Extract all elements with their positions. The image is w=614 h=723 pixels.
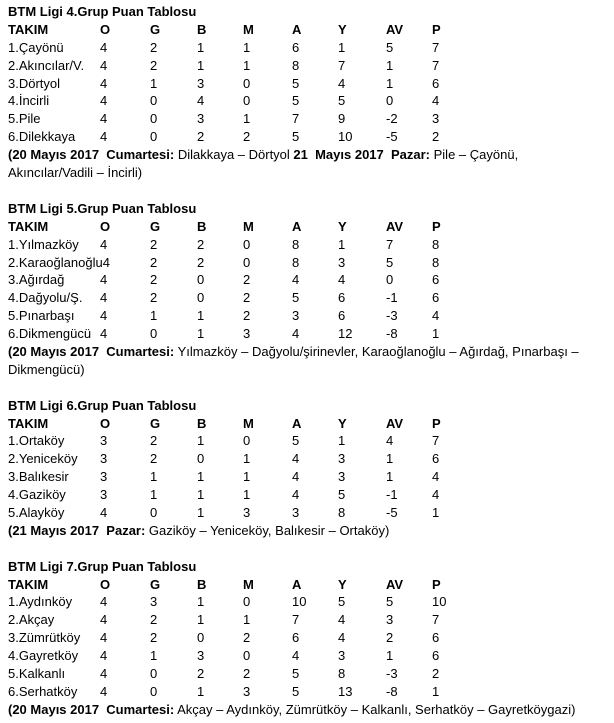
stat-av-value: -5: [386, 129, 398, 145]
column-header-av: AV: [386, 415, 404, 431]
stat-a-value: 6: [292, 39, 300, 55]
stat-m-value: 1: [243, 487, 251, 503]
table-row: [0, 665, 614, 683]
table-row: [0, 307, 614, 325]
stat-o-value: 4: [100, 75, 108, 91]
team-name: 1.Aydınköy: [8, 594, 73, 610]
group-5-section: [0, 200, 614, 379]
table-row: [0, 468, 614, 486]
fixture-date-label: (20 Mayıs 2017 Cumartesi:: [8, 343, 175, 359]
table-header-row: [0, 576, 614, 594]
stat-b-value: 1: [197, 683, 205, 699]
stat-m-value: 3: [243, 683, 251, 699]
table-row: [0, 647, 614, 665]
stat-y-value: 1: [338, 39, 346, 55]
fixtures-footer: [0, 146, 606, 182]
table-row: [0, 504, 614, 522]
stat-p-value: 1: [432, 683, 440, 699]
stat-av-value: -3: [386, 308, 398, 324]
stat-b-value: 0: [197, 272, 205, 288]
stat-a-value: 5: [292, 666, 300, 682]
stat-y-value: 6: [338, 308, 346, 324]
stat-g-value: 0: [150, 111, 158, 127]
stat-p-value: 1: [432, 326, 440, 342]
stat-p-value: 7: [432, 433, 440, 449]
stat-g-value: 1: [150, 469, 158, 485]
stat-m-value: 2: [243, 290, 251, 306]
column-header-takim: TAKIM: [8, 415, 49, 431]
stat-b-value: 1: [197, 433, 205, 449]
table-row: [0, 611, 614, 629]
stat-b-value: 1: [197, 308, 205, 324]
stat-g-value: 2: [150, 451, 158, 467]
stat-p-value: 8: [432, 236, 440, 252]
stat-b-value: 2: [197, 129, 205, 145]
stat-g-value: 1: [150, 308, 158, 324]
table-row: [0, 110, 614, 128]
column-header-a: A: [292, 415, 302, 431]
stat-g-value: 1: [150, 487, 158, 503]
stat-p-value: 6: [432, 648, 440, 664]
stat-a-value: 7: [292, 612, 300, 628]
stat-p-value: 4: [432, 308, 440, 324]
column-header-p: P: [432, 576, 441, 592]
stat-av-value: 1: [386, 451, 394, 467]
stat-o-value: 4: [100, 683, 108, 699]
stat-av-value: -5: [386, 505, 398, 520]
team-name: 5.Pile: [8, 111, 41, 127]
stat-av-value: -8: [386, 326, 398, 342]
stat-o-value: 4: [100, 648, 108, 664]
column-header-takim: TAKIM: [8, 218, 49, 234]
table-row: [0, 325, 614, 343]
stat-o-value: 4: [100, 290, 108, 306]
column-header-g: G: [150, 576, 161, 592]
stat-y-value: 3: [338, 648, 346, 664]
column-header-takim: TAKIM: [8, 21, 49, 37]
stat-o-value: 4: [100, 236, 108, 252]
stat-b-value: 1: [197, 594, 205, 610]
team-name: 2.Yeniceköy: [8, 451, 78, 467]
stat-p-value: 4: [432, 93, 440, 109]
stat-b-value: 4: [197, 93, 205, 109]
stat-m-value: 3: [243, 505, 251, 520]
stat-g-value: 0: [150, 683, 158, 699]
stat-o-value: 3: [100, 469, 108, 485]
table-row: [0, 92, 614, 110]
stat-o-value: 4: [100, 326, 108, 342]
column-header-o: O: [100, 576, 111, 592]
fixture-matches-text: Yılmazköy – Dağyolu/şirinevler, Karaoğlanoğlu – Ağırdağ, Pınarbaşı – Dikmengücü): [8, 343, 583, 377]
stat-g-value: 0: [150, 326, 158, 342]
stat-o-value: 4: [100, 93, 108, 109]
team-name: 1.Ortaköy: [8, 433, 65, 449]
section-spacer: [0, 182, 614, 200]
stat-p-value: 2: [432, 129, 440, 145]
stat-av-value: 0: [386, 272, 394, 288]
column-header-m: M: [243, 218, 254, 234]
stat-p-value: 6: [432, 630, 440, 646]
stat-m-value: 2: [243, 272, 251, 288]
stat-p-value: 6: [432, 75, 440, 91]
stat-b-value: 3: [197, 648, 205, 664]
team-name: 2.Akçay: [8, 612, 55, 628]
fixture-matches-text: Dilakkaya – Dörtyol: [174, 147, 294, 163]
team-name: 6.Dikmengücü: [8, 326, 92, 342]
stat-m-value: 1: [243, 57, 251, 73]
column-header-y: Y: [338, 218, 347, 234]
stat-o-value: 4: [100, 111, 108, 127]
fixture-date-label: 21 Mayıs 2017 Pazar:: [293, 147, 431, 163]
stat-g-value: 2: [150, 236, 158, 252]
stat-o-value: 4: [100, 594, 108, 610]
stat-m-value: 1: [243, 612, 251, 628]
column-header-p: P: [432, 415, 441, 431]
stat-y-value: 10: [338, 129, 353, 145]
stat-g-value: 0: [150, 129, 158, 145]
stat-av-value: 1: [386, 648, 394, 664]
stat-p-value: 6: [432, 290, 440, 306]
stat-o-value: 4: [100, 505, 108, 520]
stat-a-value: 4: [292, 487, 300, 503]
stat-b-value: 1: [197, 39, 205, 55]
fixture-date-label: (20 Mayıs 2017 Cumartesi:: [8, 147, 175, 163]
fixture-date-label: (20 Mayıs 2017 Cumartesi:: [8, 701, 175, 717]
stat-av-value: 5: [386, 594, 394, 610]
stat-m-value: 0: [243, 236, 251, 252]
stat-o-value: 4: [100, 308, 108, 324]
stat-m-value: 1: [243, 469, 251, 485]
column-header-b: B: [197, 218, 207, 234]
stat-a-value: 6: [292, 630, 300, 646]
team-name: 5.Pınarbaşı: [8, 308, 75, 324]
stat-g-value: 0: [150, 93, 158, 109]
fixture-matches-text: Pile – Çayönü, Akıncılar/Vadili – İncirli): [8, 147, 522, 181]
column-header-g: G: [150, 21, 161, 37]
team-name: 2.Karaoğlanoğlu: [8, 254, 103, 270]
stat-p-value: 10: [432, 594, 447, 610]
stat-a-value: 3: [292, 505, 300, 520]
table-row: [0, 629, 614, 647]
stat-y-value: 8: [338, 505, 346, 520]
stat-a-value: 5: [292, 75, 300, 91]
team-name: 6.Dilekkaya: [8, 129, 76, 145]
section-spacer: [0, 540, 614, 558]
column-header-g: G: [150, 415, 161, 431]
column-header-m: M: [243, 21, 254, 37]
team-name: 2.Akıncılar/V.: [8, 57, 85, 73]
stat-p-value: 3: [432, 111, 440, 127]
stat-av-value: 1: [386, 469, 394, 485]
stat-a-value: 7: [292, 111, 300, 127]
stat-p-value: 2: [432, 666, 440, 682]
column-header-y: Y: [338, 21, 347, 37]
stat-m-value: 2: [243, 129, 251, 145]
stat-y-value: 4: [338, 630, 346, 646]
column-header-p: P: [432, 21, 441, 37]
stat-a-value: 4: [292, 326, 300, 342]
stat-y-value: 5: [338, 594, 346, 610]
stat-p-value: 1: [432, 505, 440, 520]
team-name: 3.Dörtyol: [8, 75, 61, 91]
stat-av-value: -1: [386, 487, 398, 503]
column-header-y: Y: [338, 415, 347, 431]
stat-b-value: 1: [197, 612, 205, 628]
stat-b-value: 1: [197, 505, 205, 520]
table-row: [0, 128, 614, 146]
stat-b-value: 2: [197, 236, 205, 252]
team-name: 3.Ağırdağ: [8, 272, 65, 288]
stat-g-value: 1: [150, 75, 158, 91]
stat-y-value: 4: [338, 272, 346, 288]
table-row: [0, 57, 614, 75]
group-6-section: [0, 397, 614, 540]
section-spacer: [0, 379, 614, 397]
stat-o-value: 3: [100, 451, 108, 467]
table-title: BTM Ligi 7.Grup Puan Tablosu: [8, 558, 197, 574]
column-header-p: P: [432, 218, 441, 234]
table-row: [0, 39, 614, 57]
stat-o-value: 4: [100, 57, 108, 73]
stat-o-value: 3: [100, 487, 108, 503]
stat-o-value: 4: [102, 254, 110, 270]
stat-y-value: 5: [338, 93, 346, 109]
team-name: 4.Gayretköy: [8, 648, 79, 664]
stat-g-value: 2: [150, 630, 158, 646]
stat-av-value: -8: [386, 683, 398, 699]
stat-g-value: 2: [150, 612, 158, 628]
stat-av-value: 5: [386, 39, 394, 55]
stat-o-value: 4: [100, 39, 108, 55]
stat-o-value: 4: [100, 630, 108, 646]
column-header-a: A: [292, 218, 302, 234]
stat-y-value: 3: [338, 469, 346, 485]
stat-g-value: 2: [150, 433, 158, 449]
stat-g-value: 2: [150, 39, 158, 55]
stat-y-value: 4: [338, 612, 346, 628]
stat-m-value: 2: [243, 630, 251, 646]
table-row: [0, 236, 614, 254]
team-name: 3.Zümrütköy: [8, 630, 81, 646]
stat-b-value: 1: [197, 326, 205, 342]
stat-p-value: 4: [432, 487, 440, 503]
stat-b-value: 2: [197, 666, 205, 682]
stat-y-value: 6: [338, 290, 346, 306]
stat-p-value: 6: [432, 451, 440, 467]
stat-y-value: 9: [338, 111, 346, 127]
stat-m-value: 0: [243, 433, 251, 449]
stat-o-value: 4: [100, 129, 108, 145]
table-row: [0, 486, 614, 504]
fixtures-footer: [0, 701, 606, 719]
column-header-a: A: [292, 21, 302, 37]
stat-a-value: 5: [292, 129, 300, 145]
stat-g-value: 2: [150, 254, 158, 270]
column-header-m: M: [243, 576, 254, 592]
column-header-o: O: [100, 21, 111, 37]
stat-y-value: 5: [338, 487, 346, 503]
team-name: 5.Kalkanlı: [8, 666, 66, 682]
team-name: 4.İncirli: [8, 93, 50, 109]
group-4-section: [0, 3, 614, 182]
team-name: 3.Balıkesir: [8, 469, 69, 485]
stat-b-value: 1: [197, 487, 205, 503]
stat-p-value: 4: [432, 469, 440, 485]
table-row: [0, 75, 614, 93]
column-header-y: Y: [338, 576, 347, 592]
stat-o-value: 4: [100, 666, 108, 682]
stat-a-value: 5: [292, 433, 300, 449]
stat-av-value: 7: [386, 236, 394, 252]
table-row: [0, 432, 614, 450]
stat-o-value: 4: [100, 612, 108, 628]
column-header-av: AV: [386, 576, 404, 592]
stat-m-value: 1: [243, 451, 251, 467]
stat-m-value: 2: [243, 666, 251, 682]
stat-b-value: 0: [197, 290, 205, 306]
column-header-o: O: [100, 218, 111, 234]
stat-m-value: 0: [243, 93, 251, 109]
team-name: 4.Dağyolu/Ş.: [8, 290, 83, 306]
stat-b-value: 1: [197, 57, 205, 73]
stat-y-value: 8: [338, 666, 346, 682]
stat-a-value: 5: [292, 290, 300, 306]
stat-b-value: 3: [197, 111, 205, 127]
stat-g-value: 0: [150, 666, 158, 682]
table-title: BTM Ligi 5.Grup Puan Tablosu: [8, 200, 197, 216]
table-title: BTM Ligi 4.Grup Puan Tablosu: [8, 4, 197, 19]
column-header-av: AV: [386, 218, 404, 234]
stat-y-value: 7: [338, 57, 346, 73]
stat-o-value: 3: [100, 433, 108, 449]
stat-p-value: 8: [432, 254, 440, 270]
stat-av-value: 4: [386, 433, 394, 449]
stat-g-value: 2: [150, 272, 158, 288]
stat-a-value: 4: [292, 272, 300, 288]
stat-a-value: 5: [292, 93, 300, 109]
stat-y-value: 3: [338, 451, 346, 467]
stat-a-value: 10: [292, 594, 307, 610]
stat-a-value: 3: [292, 308, 300, 324]
column-header-o: O: [100, 415, 111, 431]
table-row: [0, 254, 614, 272]
stat-a-value: 8: [292, 236, 300, 252]
stat-g-value: 3: [150, 594, 158, 610]
stat-av-value: 5: [386, 254, 394, 270]
team-name: 5.Alayköy: [8, 505, 65, 520]
team-name: 1.Yılmazköy: [8, 236, 79, 252]
table-header-row: [0, 21, 614, 39]
group-7-section: [0, 558, 614, 719]
stat-av-value: 2: [386, 630, 394, 646]
stat-a-value: 5: [292, 683, 300, 699]
stat-m-value: 1: [243, 111, 251, 127]
stat-m-value: 0: [243, 75, 251, 91]
table-row: [0, 450, 614, 468]
stat-m-value: 0: [243, 648, 251, 664]
stat-b-value: 3: [197, 75, 205, 91]
stat-m-value: 3: [243, 326, 251, 342]
stat-a-value: 4: [292, 469, 300, 485]
column-header-m: M: [243, 415, 254, 431]
stat-m-value: 1: [243, 39, 251, 55]
stat-av-value: 0: [386, 93, 394, 109]
stat-a-value: 4: [292, 451, 300, 467]
stat-o-value: 4: [100, 272, 108, 288]
fixtures-footer: [0, 343, 606, 379]
stat-p-value: 7: [432, 612, 440, 628]
table-row: [0, 683, 614, 701]
stat-p-value: 6: [432, 272, 440, 288]
stat-av-value: 3: [386, 612, 394, 628]
column-header-g: G: [150, 218, 161, 234]
stat-b-value: 1: [197, 469, 205, 485]
stat-g-value: 0: [150, 505, 158, 520]
stat-b-value: 2: [197, 254, 205, 270]
fixtures-footer: [0, 522, 606, 540]
fixture-date-label: (21 Mayıs 2017 Pazar:: [8, 522, 146, 538]
stat-av-value: -3: [386, 666, 398, 682]
team-name: 1.Çayönü: [8, 39, 64, 55]
stat-m-value: 2: [243, 308, 251, 324]
stat-av-value: 1: [386, 57, 394, 73]
team-name: 6.Serhatköy: [8, 683, 78, 699]
stat-b-value: 0: [197, 451, 205, 467]
column-header-takim: TAKIM: [8, 576, 49, 592]
stat-g-value: 2: [150, 57, 158, 73]
table-header-row: [0, 218, 614, 236]
column-header-av: AV: [386, 21, 404, 37]
stat-m-value: 0: [243, 594, 251, 610]
table-row: [0, 289, 614, 307]
column-header-b: B: [197, 21, 207, 37]
stat-y-value: 1: [338, 236, 346, 252]
stat-y-value: 1: [338, 433, 346, 449]
stat-av-value: 1: [386, 75, 394, 91]
table-row: [0, 593, 614, 611]
table-header-row: [0, 415, 614, 433]
table-title: BTM Ligi 6.Grup Puan Tablosu: [8, 397, 197, 413]
stat-y-value: 12: [338, 326, 353, 342]
table-row: [0, 271, 614, 289]
stat-av-value: -1: [386, 290, 398, 306]
column-header-b: B: [197, 415, 207, 431]
column-header-b: B: [197, 576, 207, 592]
stat-p-value: 7: [432, 57, 440, 73]
stat-p-value: 7: [432, 39, 440, 55]
fixture-matches-text: Akçay – Aydınköy, Zümrütköy – Kalkanlı, Serhatköy – Gayretköygazi): [174, 701, 576, 717]
stat-m-value: 0: [243, 254, 251, 270]
team-name: 4.Gaziköy: [8, 487, 66, 503]
stat-y-value: 13: [338, 683, 353, 699]
stat-a-value: 4: [292, 648, 300, 664]
stat-a-value: 8: [292, 57, 300, 73]
stat-av-value: -2: [386, 111, 398, 127]
column-header-a: A: [292, 576, 302, 592]
stat-a-value: 8: [292, 254, 300, 270]
fixture-matches-text: Gaziköy – Yeniceköy, Balıkesir – Ortaköy): [145, 522, 390, 538]
stat-y-value: 3: [338, 254, 346, 270]
stat-g-value: 2: [150, 290, 158, 306]
stat-g-value: 1: [150, 648, 158, 664]
stat-b-value: 0: [197, 630, 205, 646]
stat-y-value: 4: [338, 75, 346, 91]
